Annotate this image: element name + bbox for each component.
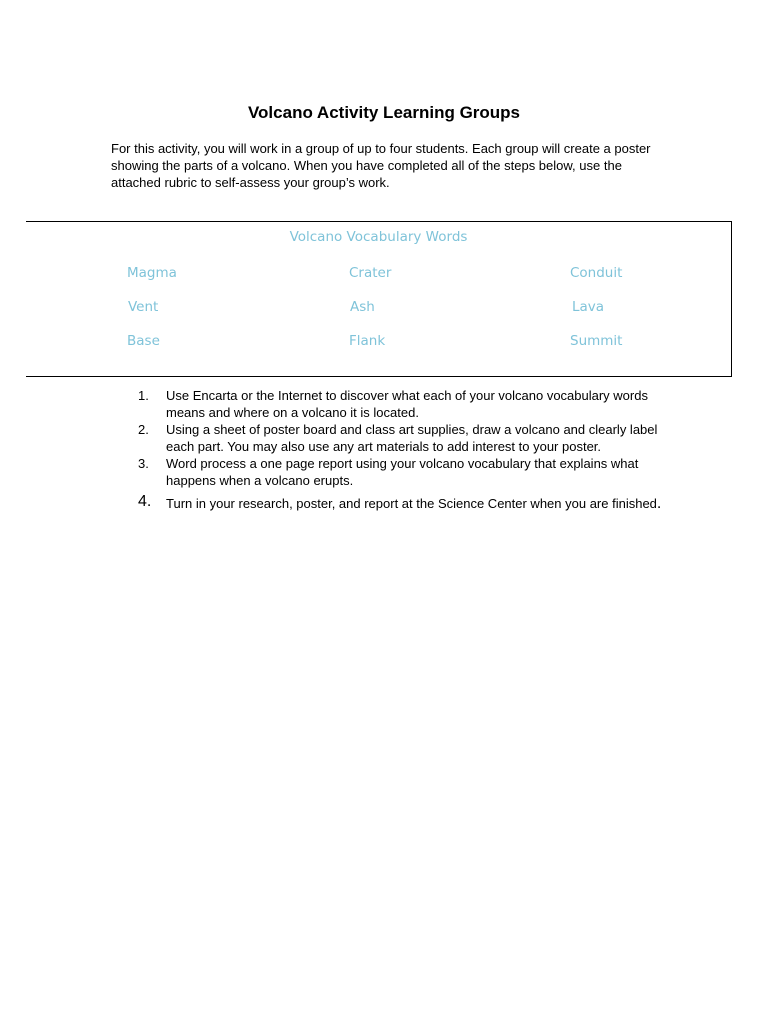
vocab-word-vent: Vent xyxy=(128,299,159,315)
list-item xyxy=(0,387,666,421)
vocab-word-magma: Magma xyxy=(127,265,177,281)
page-title: Volcano Activity Learning Groups xyxy=(247,103,521,122)
vocabulary-heading: Volcano Vocabulary Words xyxy=(289,229,468,245)
step-number: 1. xyxy=(138,388,149,403)
step-text-body: Turn in your research, poster, and report at the Science Center when you are finished xyxy=(166,496,657,511)
steps-list xyxy=(0,387,768,514)
step-text-end: . xyxy=(656,495,662,512)
vocab-word-flank: Flank xyxy=(349,333,386,349)
list-item xyxy=(0,421,666,455)
step-text xyxy=(166,496,661,511)
step-number: 4. xyxy=(138,493,152,510)
vocab-word-conduit: Conduit xyxy=(570,265,623,281)
intro-paragraph: For this activity, you will work in a group of up to four students. Each group will create a poster showing the parts of a volcano. When you have completed all of the steps below, use the attached rubric to self-assess your group’s work. xyxy=(111,141,651,190)
step-text: Word process a one page report using your volcano vocabulary that explains what happens when a volcano erupts. xyxy=(166,456,639,488)
vocab-word-summit: Summit xyxy=(570,333,623,349)
vocab-word-crater: Crater xyxy=(349,265,392,281)
vocab-word-ash: Ash xyxy=(350,299,375,315)
vocabulary-box xyxy=(26,221,732,377)
list-item xyxy=(0,493,666,514)
step-number: 3. xyxy=(138,456,149,471)
step-text: Using a sheet of poster board and class art supplies, draw a volcano and clearly label each part. You may also use any art materials to add interest to your poster. xyxy=(166,422,658,454)
vocab-word-lava: Lava xyxy=(572,299,605,315)
step-text: Use Encarta or the Internet to discover what each of your volcano vocabulary words means and where on a volcano it is located. xyxy=(166,388,648,420)
list-item xyxy=(0,455,666,489)
vocab-word-base: Base xyxy=(127,333,160,349)
step-number: 2. xyxy=(138,422,149,437)
